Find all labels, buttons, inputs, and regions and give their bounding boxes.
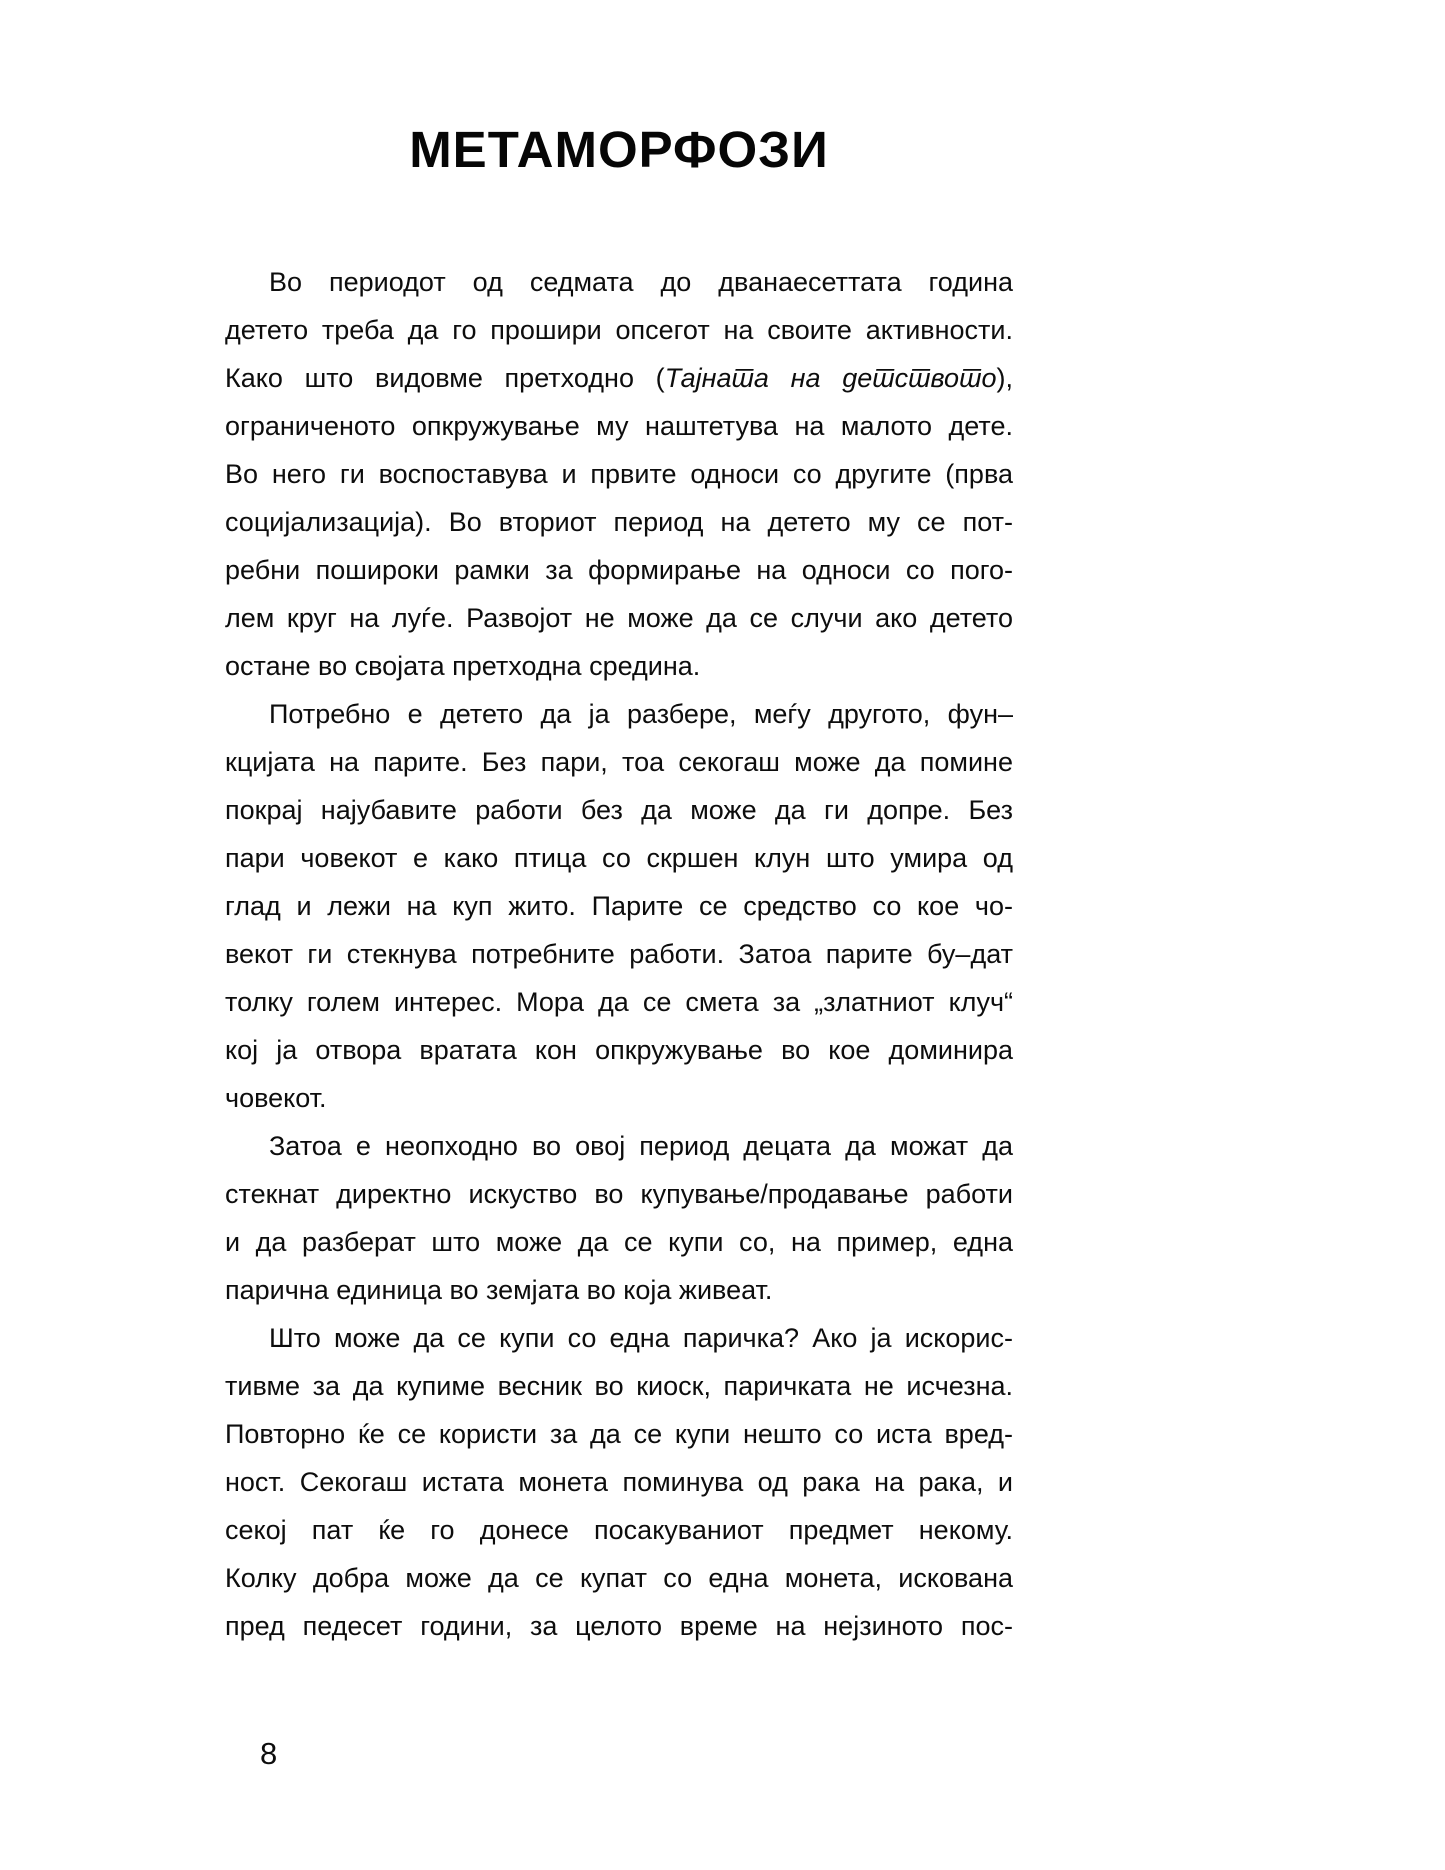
text-line: остане во својата претходна средина. bbox=[225, 651, 701, 681]
text-line: ност. Секогаш истата монета поминува од рака на рака, и bbox=[225, 1467, 1013, 1497]
text-line: Колку добра може да се купат со една монета, искована bbox=[225, 1563, 1013, 1593]
text-line: социјализација). Во вториот период на детето му се пот- bbox=[225, 507, 1013, 537]
text-line: парична единица во земјата во која живеат. bbox=[225, 1275, 773, 1305]
text-line: глад и лежи на куп жито. Парите се средство со кое чо- bbox=[225, 891, 1013, 921]
text-line: Затоа е неопходно во овој период децата да можат да bbox=[269, 1131, 1013, 1161]
text-line: Повторно ќе се користи за да се купи нешто со иста вред- bbox=[225, 1419, 1013, 1449]
chapter-title: МЕТАМОРФОЗИ bbox=[409, 121, 829, 178]
page-number: 8 bbox=[260, 1736, 278, 1771]
book-title-italic: Тајната на детството bbox=[664, 363, 997, 393]
text-line: детето треба да го прошири опсегот на своите активности. bbox=[225, 315, 1013, 345]
text-line: Во него ги воспоставува и првите односи со другите (прва bbox=[225, 459, 1013, 489]
text-line bbox=[225, 354, 1013, 402]
text-line: и да разберат што може да се купи со, на пример, една bbox=[225, 1227, 1013, 1257]
body-text bbox=[225, 258, 1013, 1650]
text-segment: Како што видовме претходно ( bbox=[225, 363, 665, 393]
text-line: толку голем интерес. Мора да се смета за „златниот клуч“ bbox=[225, 987, 1013, 1017]
paragraph bbox=[225, 1314, 1013, 1650]
text-line: кој ја отвора вратата кон опкружување во кое доминира bbox=[225, 1035, 1013, 1065]
text-line: секој пат ќе го донесе посакуваниот предмет некому. bbox=[225, 1515, 1013, 1545]
text-line: човекот. bbox=[225, 1083, 327, 1113]
text-line: стекнат директно искуство во купување/продавање работи bbox=[225, 1179, 1013, 1209]
text-line: векот ги стекнува потребните работи. Затоа парите бу–дат bbox=[225, 939, 1013, 969]
text-segment: ), bbox=[996, 363, 1013, 393]
text-line: ограниченото опкружување му наштетува на малото дете. bbox=[225, 411, 1013, 441]
text-line: покрај најубавите работи без да може да ги допре. Без bbox=[225, 795, 1013, 825]
paragraph bbox=[225, 1122, 1013, 1314]
text-line: тивме за да купиме весник во киоск, паричката не исчезна. bbox=[225, 1371, 1013, 1401]
text-line: лем круг на луѓе. Развојот не може да се случи ако детето bbox=[225, 603, 1013, 633]
text-line: кцијата на парите. Без пари, тоа секогаш може да помине bbox=[225, 747, 1013, 777]
paragraph bbox=[225, 258, 1013, 690]
text-line: Во периодот од седмата до дванаесеттата година bbox=[269, 267, 1013, 297]
text-line: пари човекот е како птица со скршен клун што умира од bbox=[225, 843, 1013, 873]
text-line: пред педесет години, за целото време на нејзиното пос- bbox=[225, 1611, 1013, 1641]
paragraph bbox=[225, 690, 1013, 1122]
text-line: Што може да се купи со една паричка? Ако ја искорис- bbox=[269, 1323, 1013, 1353]
text-line: Потребно е детето да ја разбере, меѓу другото, фун– bbox=[269, 699, 1013, 729]
text-line: ребни пошироки рамки за формирање на односи со пого- bbox=[225, 555, 1013, 585]
